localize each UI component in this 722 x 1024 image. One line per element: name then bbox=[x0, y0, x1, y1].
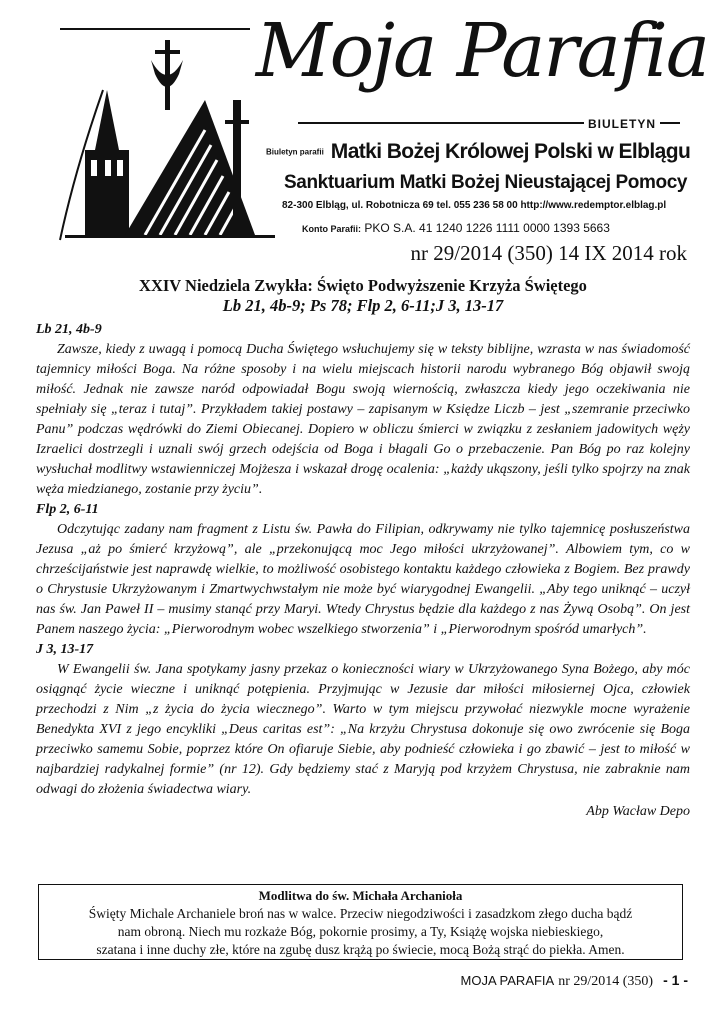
parish-prefix: Biuletyn parafii bbox=[266, 147, 324, 157]
section-text: Odczytując zadany nam fragment z Listu św. Pawła do Filipian, odkrywamy nie tylko tajemnicę posłuszeństwa Jezusa „aż po śmierć krzyżową”, ale „przekonującą moc Jego miłości ukrzyżowanej”. Albowiem tym, co w chrześcijaństwie jest naprawdę wielkie, to możliwość osobistego kontaktu każdego człowieka z Bogiem. Bez prawdy o Chrystusie Ukrzyżowanym i Zmartwychwstałym nie może być wiarygodnej Ewangelii. „Aby tego uniknąć – uczył nas św. Jan Paweł II – musimy stanąć przy Maryi. Wtedy Chrystus będzie dla każdego z nas Żywą Osobą”. On jest Panem naszego życia: „Pierworodnym wobec wszelkiego stworzenia” i „Pierworodnym spośród umarłych”. bbox=[36, 522, 690, 637]
biuletyn-badge: BIULETYN bbox=[584, 117, 660, 131]
footer-issue: nr 29/2014 (350) bbox=[558, 974, 654, 989]
article-readings: Lb 21, 4b-9; Ps 78; Flp 2, 6-11;J 3, 13-17 bbox=[222, 296, 504, 315]
account-label: Konto Parafii: bbox=[302, 224, 362, 234]
parish-line bbox=[266, 140, 691, 164]
prayer-line: Święty Michale Archaniele broń nas w walce. Przeciw niegodziwości i zasadzkom złego ducha bądź bbox=[88, 906, 633, 921]
church-logo-icon bbox=[55, 30, 280, 245]
section-text: W Ewangelii św. Jana spotykamy jasny przekaz o konieczności wiary w Ukrzyżowanego Syna Bożego, aby móc osiągnąć życie wieczne i uniknąć potępienia. Przyjmując w Jezusie dar miłości miłosiernej Ojca, człowiek przechodzi z Nim „z życia do życia wiecznego”. Warto w tym miejscu przywołać niezwykle mocne wyrażenie Benedykta XVI z jego encykliki „Deus caritas est”: „Na krzyżu Chrystusa dokonuje się owo zwrócenie się Boga przeciwko samemu Sobie, poprzez które On ofiaruje Siebie, aby podnieść człowieka i go zbawić – jest to miłość w najbardziej radykalnej formie” (nr 12). Gdy będziemy stać z Maryją pod krzyżem Chrystusa, nie zabraknie nam odwagi do złożenia świadectwa wiary. bbox=[36, 662, 690, 797]
prayer-line: szatana i inne duchy złe, które na zgubę dusz krążą po świecie, mocą Bożą strąć do piekła. Amen. bbox=[96, 942, 625, 957]
section-label: J 3, 13-17 bbox=[36, 642, 94, 657]
prayer-box bbox=[38, 884, 683, 960]
account-value: PKO S.A. 41 1240 1226 1111 0000 1393 5663 bbox=[364, 221, 610, 235]
section-text: Zawsze, kiedy z uwagą i pomocą Ducha Świętego wsłuchujemy się w teksty biblijne, wzrasta w nas świadomość tajemnicy miłości Boga. Na różne sposoby i na wielu miejscach historii narodu wybranego Bóg objawił swoją miłość. Jednak nie zawsze naród odpowiadał Bogu swoją wiernością, zwłaszcza kiedy jego oczekiwania nie spełniały się „teraz i tutaj”. Przykładem takiej postawy – zapisanym w Księdze Liczb – jest „szemranie przeciwko Panu” podczas wędrówki do Ziemi Obiecanej. Dopiero w obliczu śmierci w związku z zesłaniem jadowitych węży Izraelici dostrzegli i uznali swój grzech odejścia od Boga i błagali Go o przebaczenie. Pan Bóg po raz kolejny wysłuchał modlitwy wstawienniczej Mojżesza i wskazał drogę ocalenia: „każdy ukąszony, jeśli tylko spojrzy na znak węża miedzianego, zostanie przy życiu”. bbox=[36, 342, 690, 497]
prayer-title: Modlitwa do św. Michała Archanioła bbox=[258, 888, 463, 903]
masthead-title: Moja Parafia bbox=[255, 8, 708, 94]
article bbox=[36, 276, 690, 822]
article-heading: XXIV Niedziela Zwykła: Święto Podwyższenie Krzyża Świętego bbox=[139, 276, 587, 295]
section-label: Lb 21, 4b-9 bbox=[36, 322, 102, 337]
section-label: Flp 2, 6-11 bbox=[36, 502, 99, 517]
contact-address: 82-300 Elbląg, ul. Robotnicza 69 tel. 055 236 58 00 http://www.redemptor.elblag.pl bbox=[282, 200, 667, 211]
issue-number: nr 29/2014 (350) 14 IX 2014 rok bbox=[410, 241, 687, 265]
bank-account bbox=[302, 221, 682, 235]
sanctuary-name: Sanktuarium Matki Bożej Nieustającej Pomocy bbox=[284, 172, 688, 193]
author-signature: Abp Wacław Depo bbox=[586, 804, 690, 819]
parish-name: Matki Bożej Królowej Polski w Elblągu bbox=[330, 140, 691, 163]
prayer-line: nam obroną. Niech mu rozkaże Bóg, pokornie prosimy, a Ty, Książę wojska niebieskiego, bbox=[117, 924, 604, 939]
page-number: - 1 - bbox=[663, 972, 688, 988]
footer-title: MOJA PARAFIA bbox=[460, 973, 555, 988]
masthead bbox=[0, 0, 722, 270]
page-footer bbox=[418, 972, 688, 990]
